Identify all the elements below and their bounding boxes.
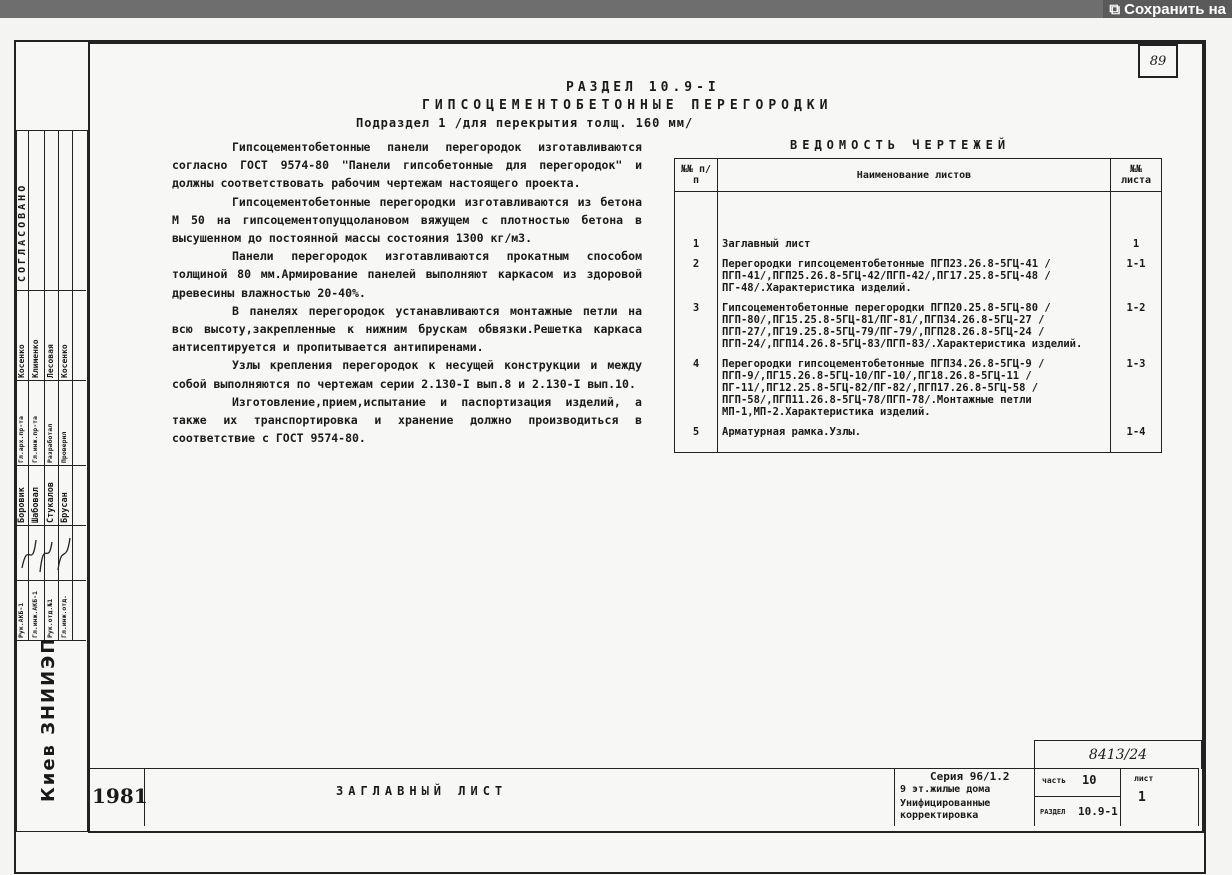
row-name: Заглавный лист bbox=[718, 236, 1111, 256]
document-number: 8413/24 bbox=[1034, 740, 1202, 769]
post-1: Рук.АКБ-1 bbox=[17, 602, 25, 638]
table-row bbox=[675, 356, 1162, 424]
soglasovano-label: СОГЛАСОВАНО bbox=[17, 182, 28, 282]
save-button[interactable] bbox=[1103, 0, 1232, 18]
role-3: Разработал bbox=[46, 423, 54, 463]
agreed-name-3: Лесовая bbox=[46, 344, 55, 378]
table-row bbox=[675, 236, 1162, 256]
name-4: Брусан bbox=[60, 492, 70, 523]
paragraph-6: Изготовление,прием,испытание и паспортизация изделий, а также их транспортировка и хранение должно производиться в соответствие с ГОСТ 9574-80. bbox=[172, 394, 642, 446]
subsection-title: Подраздел 1 /для перекрытия толщ. 160 мм/ bbox=[356, 116, 694, 130]
agreed-name-4: Косенко bbox=[60, 344, 69, 378]
row-sheet: 1-1 bbox=[1111, 256, 1162, 300]
row-sheet: 1-2 bbox=[1111, 300, 1162, 356]
name-1: Боровик bbox=[17, 487, 27, 523]
row-name: Гипсоцементобетонные перегородки ПГП20.25.8-5ГЦ-80 /ПГП-80/,ПГ15.25.8-5ГЦ-81/ПГ-81/,ПГП34.26.8-5ГЦ-27 /ПГП-27/,ПГ19.25.8-5ГЦ-79/ПГ-79/,ПГП28.26.8-5ГЦ-24 /ПГП-24/,ПГП14.26.8-5ГЦ-83/ПГП-83/.Характеристика изделий. bbox=[718, 300, 1111, 356]
name-3: Стукалов bbox=[46, 482, 56, 523]
sheet-title: ЗАГЛАВНЫЙ ЛИСТ bbox=[336, 784, 508, 798]
row-name: Перегородки гипсоцементобетонные ПГП34.26.8-5ГЦ-9 /ПГП-9/,ПГ15.26.8-5ГЦ-10/ПГ-10/,ПГ18.26.8-5ГЦ-11 /ПГ-11/,ПГ12.25.8-5ГЦ-82/ПГ-82/,ПГП17.26.8-5ГЦ-58 /ПГП-58/,ПГП11.26.8-5ГЦ-78/ПГП-78/.Монтажные петли МП-1,МП-2.Характеристика изделий. bbox=[718, 356, 1111, 424]
post-3: Рук.отд.№1 bbox=[46, 598, 54, 638]
table-row bbox=[675, 256, 1162, 300]
signature-marks bbox=[18, 528, 72, 578]
desc-line-3: корректировка bbox=[900, 810, 979, 821]
role-2: Гл.инж.пр-та bbox=[31, 416, 39, 463]
list-value: 1 bbox=[1138, 790, 1146, 805]
row-num: 4 bbox=[675, 356, 718, 424]
desc-line-1: 9 эт.жилые дома bbox=[900, 784, 991, 795]
col-header-name: Наименование листов bbox=[718, 159, 1111, 192]
row-sheet: 1 bbox=[1111, 236, 1162, 256]
part-value: 10 bbox=[1082, 773, 1097, 787]
table-row bbox=[675, 424, 1162, 453]
row-sheet: 1-3 bbox=[1111, 356, 1162, 424]
agreed-name-1: Косенко bbox=[17, 344, 26, 378]
row-sheet: 1-4 bbox=[1111, 424, 1162, 453]
razdel-label: РАЗДЕЛ bbox=[1040, 808, 1066, 816]
paragraph-4: В панелях перегородок устанавливаются монтажные петли на всю высоту,закрепленные к нижним брускам обвязки.Решетка каркаса антисептируется и пропитывается антипиренами. bbox=[172, 303, 642, 355]
row-num: 3 bbox=[675, 300, 718, 356]
year: 1981 bbox=[92, 784, 148, 808]
list-label: лист bbox=[1134, 774, 1154, 783]
description-text bbox=[172, 138, 642, 447]
row-num: 2 bbox=[675, 256, 718, 300]
section-title: РАЗДЕЛ 10.9-I bbox=[566, 80, 720, 95]
save-button-label: Сохранить на bbox=[1124, 0, 1226, 18]
row-num: 1 bbox=[675, 236, 718, 256]
table-row bbox=[675, 300, 1162, 356]
row-name: Перегородки гипсоцементобетонные ПГП23.26.8-5ГЦ-41 /ПГП-41/,ПГП25.26.8-5ГЦ-42/ПГП-42/,ПГ17.25.8-5ГЦ-48 /ПГ-48/.Характеристика изделий. bbox=[718, 256, 1111, 300]
post-2: Гл.инж.АКБ-1 bbox=[31, 591, 39, 638]
part-label: часть bbox=[1042, 776, 1067, 785]
name-2: Шабовал bbox=[31, 487, 41, 523]
paragraph-1: Гипсоцементобетонные панели перегородок изготавливаются согласно ГОСТ 9574-80 "Панели гипсобетонные для перегородок" и должны соответствовать рабочим чертежам настоящего проекта. bbox=[172, 140, 642, 191]
browser-topbar bbox=[0, 0, 1232, 18]
col-header-num: №№ п/п bbox=[675, 159, 718, 192]
role-1: Гл.арх.пр-та bbox=[17, 416, 25, 463]
razdel-value: 10.9-1 bbox=[1078, 805, 1118, 818]
row-num: 5 bbox=[675, 424, 718, 453]
post-4: Гл.инж.отд. bbox=[60, 594, 68, 638]
vedomost-title: ВЕДОМОСТЬ ЧЕРТЕЖЕЙ bbox=[790, 138, 1011, 152]
paragraph-5: Узлы крепления перегородок к несущей конструкции и между собой выполняются по чертежам серии 2.130-I вып.8 и 2.130-I вып.10. bbox=[172, 358, 642, 391]
paragraph-2: Гипсоцементобетонные перегородки изготавливаются из бетона М 50 на гипсоцементопуццолановом вяжущем с плотностью бетона в высушенном до постоянной массы состояния 1300 кг/м3. bbox=[172, 194, 642, 246]
desc-line-2: Унифицированные bbox=[900, 798, 991, 809]
drawings-table bbox=[674, 158, 1162, 453]
link-icon: ⧉ bbox=[1109, 0, 1121, 18]
role-4: Проверил bbox=[60, 431, 68, 463]
title-block bbox=[88, 768, 1200, 828]
col-header-sheet: №№ листа bbox=[1111, 159, 1162, 192]
section-subtitle: ГИПСОЦЕМЕНТОБЕТОННЫЕ ПЕРЕГОРОДКИ bbox=[422, 98, 833, 113]
page-number: 89 bbox=[1138, 44, 1178, 78]
agreed-name-2: Клименко bbox=[31, 339, 40, 378]
organization-label: Киев ЗНИИЭП bbox=[38, 636, 59, 802]
series: Серия 96/1.2 bbox=[930, 770, 1010, 783]
row-name: Арматурная рамка.Узлы. bbox=[718, 424, 1111, 453]
paragraph-3: Панели перегородок изготавливаются прокатным способом толщиной 80 мм.Армирование панелей выполняют каркасом из здоровой древесины влажностью 20-40%. bbox=[172, 249, 642, 300]
